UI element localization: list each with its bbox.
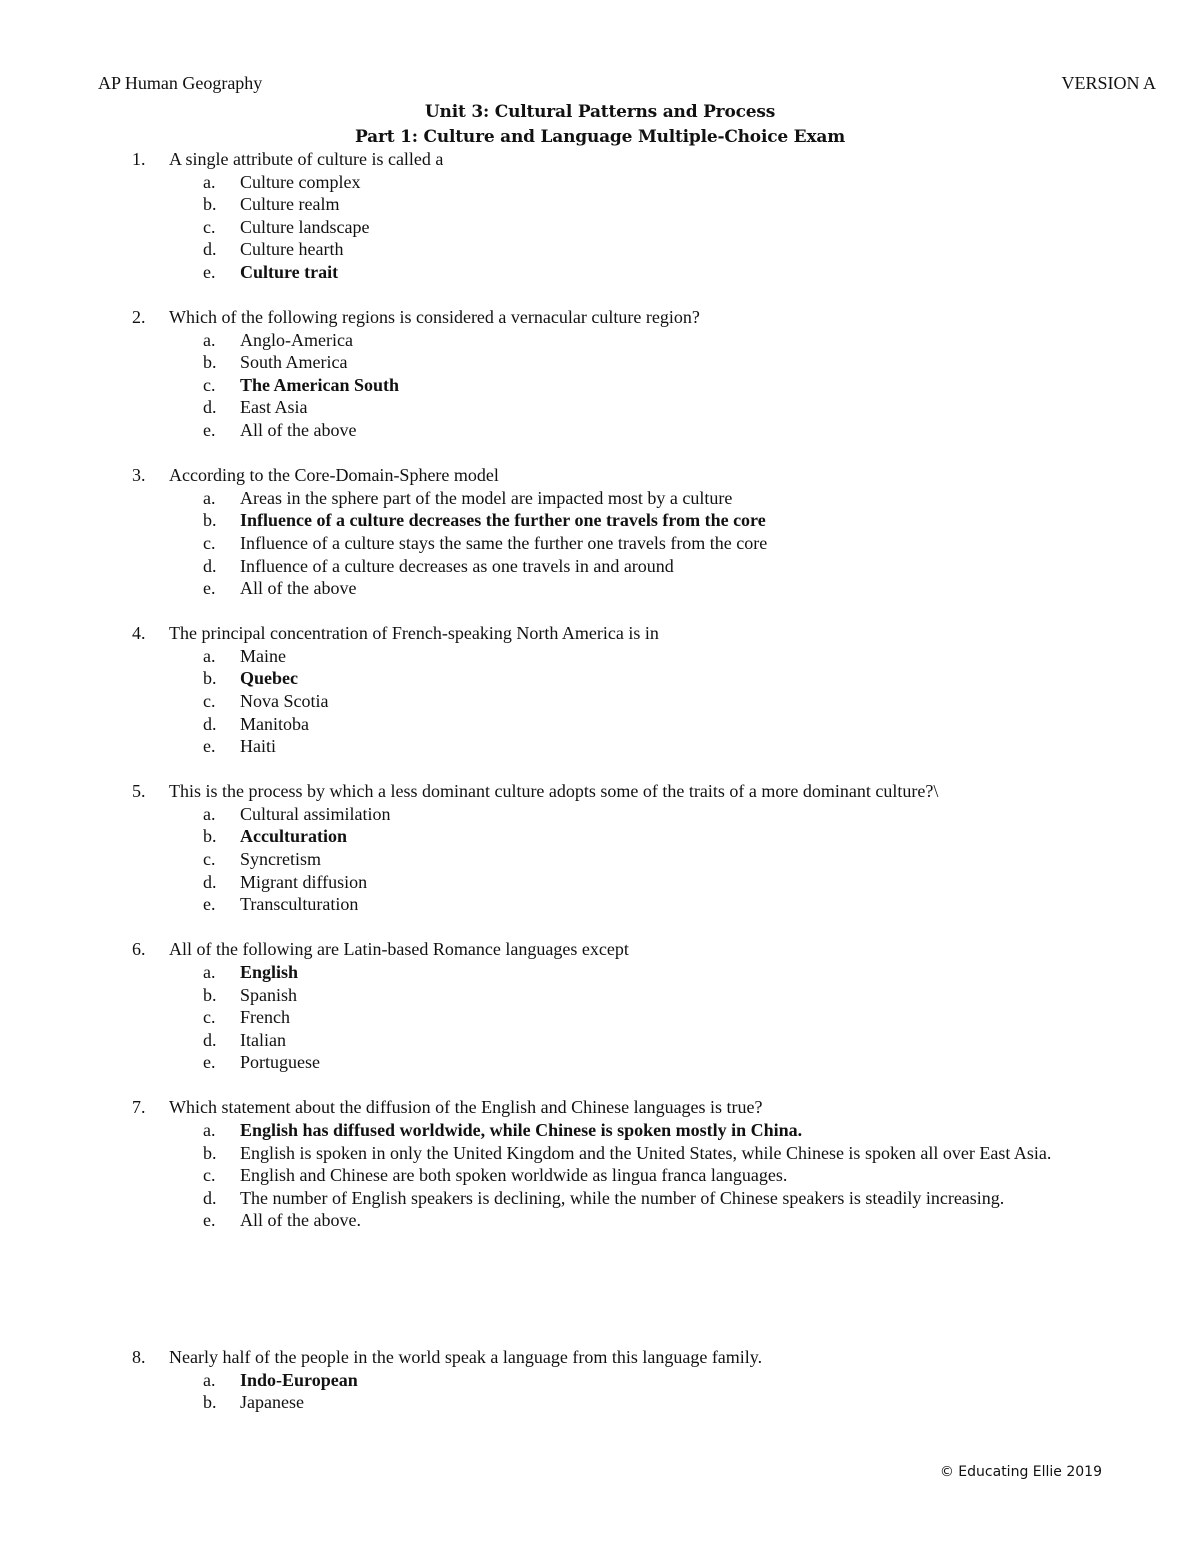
- exam-title: [0, 100, 1200, 150]
- answer-option: [0, 329, 1200, 352]
- option-letter: a.: [203, 171, 216, 192]
- option-text: East Asia: [240, 397, 308, 418]
- option-text: Culture hearth: [240, 239, 344, 260]
- answer-option: [0, 984, 1200, 1007]
- option-text: Syncretism: [240, 849, 321, 870]
- option-text: English and Chinese are both spoken worldwide as lingua franca languages.: [240, 1165, 788, 1186]
- option-letter: d.: [203, 1187, 217, 1208]
- question-stem: [0, 306, 1200, 329]
- option-letter: a.: [203, 329, 216, 350]
- answer-option: [0, 645, 1200, 668]
- option-letter: d.: [203, 713, 217, 734]
- question-item: [0, 464, 1200, 600]
- option-letter: d.: [203, 239, 217, 260]
- answer-option: [0, 396, 1200, 419]
- option-text: Cultural assimilation: [240, 803, 391, 824]
- option-letter: d.: [203, 397, 217, 418]
- option-letter: b.: [203, 668, 217, 689]
- answer-option: [0, 803, 1200, 826]
- question-stem: [0, 1096, 1200, 1119]
- question-item: [0, 306, 1200, 442]
- option-text: Japanese: [240, 1392, 304, 1413]
- question-text: A single attribute of culture is called a: [169, 149, 444, 169]
- option-letter: c.: [203, 690, 216, 711]
- question-text: Which statement about the diffusion of the English and Chinese languages is true?: [169, 1097, 763, 1118]
- option-text: Maine: [240, 645, 286, 666]
- option-text: Culture complex: [240, 171, 361, 192]
- question-text: Nearly half of the people in the world speak a language from this language family.: [169, 1346, 763, 1367]
- answer-option: [0, 487, 1200, 510]
- option-text: English is spoken in only the United Kingdom and the United States, while Chinese is spoken all over East Asia.: [240, 1142, 1052, 1163]
- question-number: 4.: [132, 623, 146, 644]
- page-header-left: AP Human Geography: [98, 73, 263, 93]
- answer-option-correct: [0, 1119, 1200, 1142]
- option-text: Acculturation: [240, 826, 347, 847]
- option-letter: a.: [203, 645, 216, 666]
- option-text: Culture trait: [240, 261, 339, 282]
- question-list: [0, 148, 1200, 1436]
- option-text: French: [240, 1007, 290, 1028]
- question-number: 1.: [132, 149, 146, 169]
- answer-option: [0, 690, 1200, 713]
- answer-option: [0, 1187, 1200, 1210]
- question-item: [0, 148, 1200, 284]
- option-letter: b.: [203, 1142, 217, 1163]
- option-text: Migrant diffusion: [240, 871, 368, 892]
- option-text: Indo-European: [240, 1369, 358, 1390]
- answer-option: [0, 1029, 1200, 1052]
- question-item: [0, 622, 1200, 758]
- answer-option: [0, 555, 1200, 578]
- option-text: Anglo-America: [240, 329, 353, 350]
- option-text: All of the above: [240, 420, 357, 441]
- option-letter: a.: [203, 1119, 216, 1140]
- answer-option: [0, 871, 1200, 894]
- answer-option-correct: [0, 509, 1200, 532]
- option-text: Influence of a culture decreases as one travels in and around: [240, 555, 674, 576]
- page-header-right: VERSION A: [1061, 73, 1156, 93]
- option-letter: a.: [203, 487, 216, 508]
- answer-option: [0, 1051, 1200, 1074]
- answer-option: [0, 893, 1200, 916]
- answer-option-correct: [0, 374, 1200, 397]
- answer-option-correct: [0, 961, 1200, 984]
- question-text: Which of the following regions is considered a vernacular culture region?: [169, 307, 700, 328]
- answer-option: [0, 713, 1200, 736]
- answer-option: [0, 848, 1200, 871]
- answer-option-correct: [0, 261, 1200, 284]
- option-letter: b.: [203, 194, 217, 215]
- answer-option: [0, 735, 1200, 758]
- exam-subtitle: Part 1: Culture and Language Multiple-Choice Exam: [355, 127, 845, 147]
- option-letter: a.: [203, 803, 216, 824]
- option-text: Quebec: [240, 668, 298, 689]
- option-letter: b.: [203, 984, 217, 1005]
- option-text: Areas in the sphere part of the model are impacted most by a culture: [240, 487, 733, 508]
- option-text: English has diffused worldwide, while Chinese is spoken mostly in China.: [240, 1119, 803, 1140]
- option-letter: e.: [203, 420, 216, 441]
- option-text: The number of English speakers is declining, while the number of Chinese speakers is steadily increasing.: [240, 1187, 1005, 1208]
- option-text: Influence of a culture stays the same the further one travels from the core: [240, 532, 768, 553]
- option-letter: e.: [203, 1052, 216, 1073]
- question-stem: [0, 464, 1200, 487]
- answer-option-correct: [0, 1369, 1200, 1392]
- question-item: [0, 1096, 1200, 1232]
- answer-option-correct: [0, 667, 1200, 690]
- question-text: The principal concentration of French-speaking North America is in: [169, 623, 659, 644]
- option-letter: a.: [203, 961, 216, 982]
- copyright-footer: © Educating Ellie 2019: [939, 1464, 1102, 1480]
- answer-option: [0, 171, 1200, 194]
- option-text: Nova Scotia: [240, 690, 329, 711]
- answer-option: [0, 351, 1200, 374]
- option-letter: e.: [203, 261, 216, 282]
- answer-option: [0, 419, 1200, 442]
- option-letter: d.: [203, 871, 217, 892]
- answer-option: [0, 238, 1200, 261]
- option-letter: e.: [203, 736, 216, 757]
- option-letter: e.: [203, 1210, 216, 1231]
- question-stem: [0, 148, 1200, 171]
- option-text: Culture landscape: [240, 216, 370, 237]
- answer-option: [0, 1006, 1200, 1029]
- option-letter: c.: [203, 1007, 216, 1028]
- answer-option: [0, 1209, 1200, 1232]
- option-letter: e.: [203, 894, 216, 915]
- answer-option: [0, 1142, 1200, 1165]
- option-letter: c.: [203, 216, 216, 237]
- question-text: According to the Core-Domain-Sphere model: [169, 465, 499, 486]
- option-text: Portuguese: [240, 1052, 320, 1073]
- option-letter: c.: [203, 1165, 216, 1186]
- answer-option: [0, 577, 1200, 600]
- question-stem: [0, 780, 1200, 803]
- option-text: South America: [240, 352, 348, 373]
- option-letter: b.: [203, 352, 217, 373]
- option-text: Transculturation: [240, 894, 359, 915]
- option-text: Culture realm: [240, 194, 340, 215]
- question-text: All of the following are Latin-based Romance languages except: [169, 939, 629, 960]
- option-letter: c.: [203, 374, 216, 395]
- option-text: All of the above.: [240, 1210, 361, 1231]
- question-number: 8.: [132, 1346, 146, 1367]
- option-letter: b.: [203, 1392, 217, 1413]
- option-text: All of the above: [240, 578, 357, 599]
- answer-option: [0, 1391, 1200, 1414]
- question-item: [0, 938, 1200, 1074]
- question-stem: [0, 938, 1200, 961]
- answer-option: [0, 193, 1200, 216]
- option-letter: b.: [203, 826, 217, 847]
- question-item: [0, 1346, 1200, 1414]
- option-text: Haiti: [240, 736, 276, 757]
- unit-title: Unit 3: Cultural Patterns and Process: [424, 102, 776, 122]
- option-text: The American South: [240, 374, 400, 395]
- option-text: Manitoba: [240, 713, 309, 734]
- question-number: 6.: [132, 939, 146, 960]
- option-letter: c.: [203, 532, 216, 553]
- question-number: 7.: [132, 1097, 146, 1118]
- question-number: 2.: [132, 307, 146, 328]
- option-letter: e.: [203, 578, 216, 599]
- answer-option: [0, 1164, 1200, 1187]
- question-text: This is the process by which a less dominant culture adopts some of the traits of a more dominant culture?\: [169, 781, 939, 802]
- option-letter: b.: [203, 510, 217, 531]
- answer-option-correct: [0, 825, 1200, 848]
- option-letter: d.: [203, 1029, 217, 1050]
- option-text: English: [240, 961, 299, 982]
- question-stem: [0, 622, 1200, 645]
- question-item: [0, 780, 1200, 916]
- option-text: Influence of a culture decreases the further one travels from the core: [240, 510, 766, 531]
- answer-option: [0, 216, 1200, 239]
- question-number: 3.: [132, 465, 146, 486]
- option-letter: d.: [203, 555, 217, 576]
- question-stem: [0, 1346, 1200, 1369]
- option-text: Italian: [240, 1029, 286, 1050]
- option-letter: a.: [203, 1369, 216, 1390]
- question-number: 5.: [132, 781, 146, 802]
- answer-option: [0, 532, 1200, 555]
- option-letter: c.: [203, 849, 216, 870]
- option-text: Spanish: [240, 984, 298, 1005]
